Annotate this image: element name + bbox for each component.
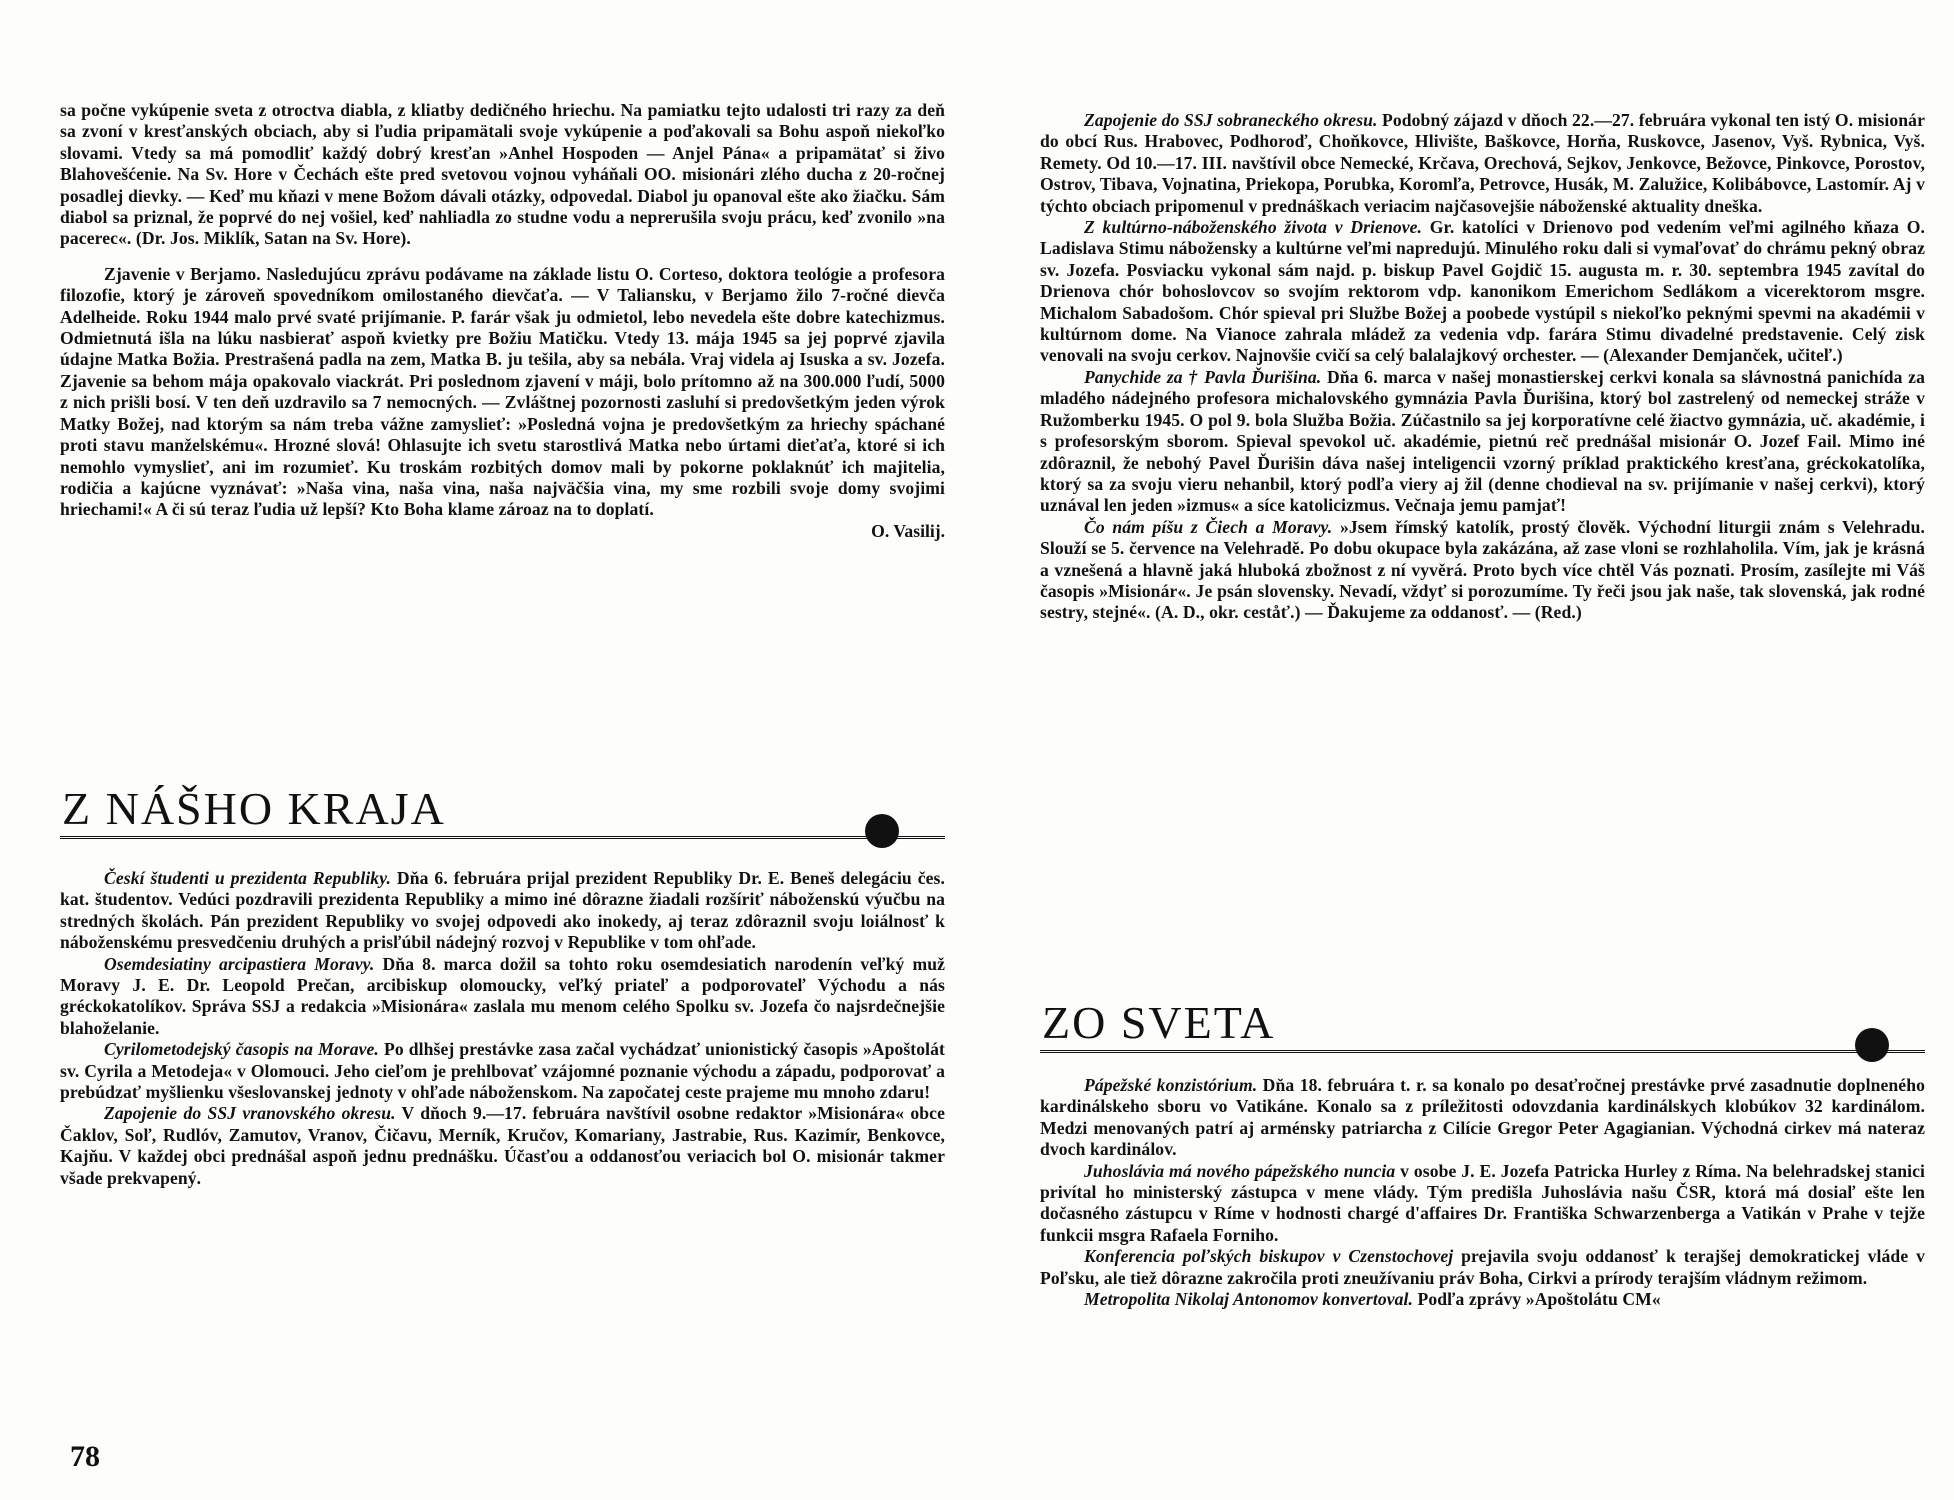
article-body: Podľa zprávy »Apoštolátu CM« <box>1417 1289 1661 1310</box>
article-lead: Zapojenie do SSJ sobraneckého okresu. <box>1084 110 1378 130</box>
article-lead: Osemdesiatiny arcipastiera Moravy. <box>104 953 375 974</box>
article-lead: Zapojenie do SSJ vranovského okresu. <box>104 1103 396 1124</box>
article <box>1040 217 1925 367</box>
article <box>1040 110 1925 217</box>
berjamo-body: Nasledujúcu zprávu podávame na základe listu O. Corteso, doktora teológie a profesora filozofie, ktorý je zároveň spovedníkom omilostaného dievčaťa. — V Taliansku, v Berjamo žilo 7-ročné dievča Adelheide. Roku 1944 malo prvé svaté prijímanie. P. farár však ju odmietol, lebo nevedela ešte dobre katechizmus. Odmietnutá išla na lúku nasbierať aspoň kvietky pre Božiu Matičku. Vtedy 13. mája 1945 sa jej poprvé zjavila údajne Matka Božia. Prestrašená padla na zem, Matka B. ju tešila, aby sa nebála. Vraj videla aj Isuska a sv. Jozefa. Zjavenie sa behom mája opakovalo viackrát. Pri poslednom zjavení v máji, bolo prítomno až na 300.000 ľudí, 5000 z nich prišli bosí. V ten deň uzdravilo sa 7 nemocných. — Zvláštnej pozornosti zasluhí si predovšetkým jeden výrok Matky Božej, nad ktorým sa nám treba vážne zamyslieť: »Posledná vojna je predovšetkým za hriechy spáchané proti stavu manželskému«. Hrozné slová! Ohlasujte ich svetu starostlivá Matka nebo úrtami dieťaťa, ktoré si ich nemohlo vymyslieť, ani im rozumieť. Ku troskám rozbitých domov mali by pokorne poklaknúť ich majitelia, rodičia a kajúcne vyznávať: »Naša vina, naša vina, naša najväčšia vina, my sme rozbili svoje domy svojimi hriechami!« A či sú teraz ľudia už lepší? Kto Boha klame zároaz na to doplatí. <box>60 263 946 520</box>
article-lead: Konferencia poľských biskupov v Czenstochovej <box>1084 1246 1454 1267</box>
article-lead: Českí študenti u prezidenta Republiky. <box>104 868 391 888</box>
article-body: v osobe J. E. Jozefa Patricka Hurley z Ríma. Na belehradskej stanici privítal ho ministerský zástupca v mene vlády. Tým predišla Juhoslávia našu ČSR, ktorá má dosiaľ ešte len dočasného zástupcu v Ríme v hodnosti chargé d'affaires Dr. Františka Schwarzenberga a Vatikán v Prahe v tejže funkcii msgra Rafaela Forniho. <box>1040 1160 1926 1245</box>
article <box>1040 1289 1925 1310</box>
article <box>1040 1075 1925 1161</box>
article <box>1040 517 1925 624</box>
article-body: Podobný zájazd v dňoch 22.—27. februára vykonal ten istý O. misionár do obcí Rus. Hrabovec, Podhoroď, Choňkovce, Hlivište, Baškovce, Horňa, Ruskovce, Jasenov, Vyš. Rybnica, Vyš. Remety. Od 10.—17. III. navštívil obce Nemecké, Krčava, Orechová, Sejkov, Jenkovce, Bežovce, Pinkovce, Porostov, Ostrov, Tibava, Vojnatina, Priekopa, Porubka, Koromľa, Petrovce, Husák, M. Zalužice, Kolibábovce, Lastomír. Aj v týchto obciach pripomenul v prednáškach veriacim najčasovejšie náboženské aktuality dneška. <box>1040 110 1925 216</box>
bullet-dot-icon <box>1855 1028 1889 1062</box>
berjamo-signature-row <box>60 521 945 542</box>
berjamo-article <box>60 264 945 521</box>
berjamo-signature: O. Vasilij. <box>871 520 945 541</box>
article <box>60 1039 945 1103</box>
article <box>1040 1161 1925 1247</box>
bullet-dot-icon <box>865 814 899 848</box>
article-body: V dňoch 9.—17. februára navštívil osobne redaktor »Misionára« obce Čaklov, Soľ, Rudlóv, Zamutov, Vranov, Čičavu, Merník, Kručov, Komariany, Jastrabie, Rus. Kazimír, Benkovce, Kajňu. V každej obci prednášal aspoň jednu prednášku. Účasťou a oddanosťou veriacich bol O. misionár takmer všade prekvapený. <box>60 1103 945 1188</box>
right-page <box>1040 0 1925 1500</box>
article-lead: Pápežské konzistórium. <box>1084 1075 1258 1095</box>
berjamo-lead: Zjavenie v Berjamo. <box>104 263 261 284</box>
left-page <box>60 0 945 1500</box>
article-lead: Metropolita Nikolaj Antonomov konvertoval. <box>1084 1289 1414 1310</box>
left-continuation-column <box>60 100 945 542</box>
article-lead: Juhoslávia má nového pápežského nuncia <box>1084 1160 1396 1181</box>
article-body: Dňa 8. marca dožil sa tohto roku osemdesiatich narodenín veľký muž Moravy J. E. Dr. Leopold Prečan, arcibiskup olomoucky, veľký priateľ a podporovateľ Východu a nás gréckokatolíkov. Správa SSJ a redakcia »Misionára« zaslala mu menom celého Spolku sv. Jozefa čo najsrdečnejšie blahoželanie. <box>60 953 945 1038</box>
intro-paragraph: sa počne vykúpenie sveta z otroctva diabla, z kliatby dedičného hriechu. Na pamiatku tejto udalosti tri razy za deň sa zvoní v kresťanských obciach, aby si ľudia pripamätali svoje vykúpenie a poďakovali sa Bohu aspoň niekoľko slovami. Vtedy sa má pomodliť každý dobrý kresťan »Anhel Hospoden — Anjel Pána« a pripamätať si živo Blahovešćenie. Na Sv. Hore v Čechách ešte pred svetovou vojnou vyháňali OO. misionári zlého ducha z 20-ročnej posadlej dievky. — Keď mu kňazi v mene Božom dávali otázky, odpovedal. Diabol ju opanoval ešte ako žiačku. Sám diabol sa priznal, že poprvé do nej vošiel, keď nahliadla zo studne vodu a neprerušila svoju prácu, keď zvonilo »na pacerec«. (Dr. Jos. Miklík, Satan na Sv. Hore). <box>60 100 945 249</box>
article <box>1040 367 1925 517</box>
article <box>60 954 945 1040</box>
z-nasho-kraja-articles <box>60 868 945 1189</box>
article-lead: Panychide za † Pavla Ďurišina. <box>1084 366 1322 387</box>
section-header-z-nasho-kraja <box>60 778 945 839</box>
article-body: »Jsem římský katolík, prostý člověk. Východní liturgii znám s Velehradu. Slouží se 5. července na Velehradě. Po dobu okupace byla zakázána, až zase vloni se rozhlaholila. Vím, jak je krásná a vznešená a hlavně jaká hluboká zbožnost z ní vyvěrá. Proto bych více chtěl Vás poznati. Prosím, zasílejte mi Váš časopis »Misionár«. Je psán slovensky. Nevadí, vždyť si porozumíme. Ty řeči jsou jak naše, tak slovenská, jak rodné sestry, stejné«. (A. D., okr. ceståť.) — Ďakujeme za oddanosť. — (Red.) <box>1040 516 1925 623</box>
section-title: ZO SVETA <box>1042 997 1276 1048</box>
article <box>60 1103 945 1189</box>
section-header-zo-sveta <box>1040 992 1925 1053</box>
page-number: 78 <box>70 1440 100 1473</box>
article-body: Gr. katolíci v Drienovo pod vedením veľmi agilného kňaza O. Ladislava Stimu nábožensky a kultúrne veľmi napredujú. Minulého roku dali si vymaľovať do chrámu pekný obraz sv. Jozefa. Posviacku vykonal sám najd. p. biskup Pavel Gojdič 15. augusta m. r. 30. septembra 1945 zavítal do Drienova chór bohoslovcov so svojím rektorom vdp. kanonikom Emerichom Sedlákom a vicerektorom msgre. Michalom Sabadošom. Chór spieval pri Službe Božej a poobede vystúpil s niekoľko peknými spevmi na akadémii v kultúrnom dome. Na Vianoce zahrala mládež za vedenia vdp. farára Stimu divadelné predstavenie. Celý zisk venovali na svoju cerkov. Najnovšie cvičí sa celý balalajkový orchester. — (Alexander Demjanček, učiteľ.) <box>1040 217 1925 366</box>
article-body: Po dlhšej prestávke zasa začal vychádzať unionistický časopis »Apoštolát sv. Cyrila a Metodeja« v Olomouci. Jeho cieľom je prehlbovať vzájomné poznanie východu a západu, podporovať a prebúdzať myšlienku všeslovanskej jednoty v ohľade náboženskom. Na započatej ceste prajeme mu mnoho zdaru! <box>60 1039 946 1103</box>
article-body: Dňa 6. februára prijal prezident Republiky Dr. E. Beneš delegáciu čes. kat. študentov. Vedúci pozdravili prezidenta Republiky a mimo iné dôrazne žiadali rozšíriť náboženskú výučbu na stredných školách. Pán prezident Republiky vo svojej odpovedi ako inokedy, aj teraz zdôraznil svoju loiálnosť k náboženskému presvedčeniu druhých a prisľúbil nádejný rozvoj v Republike v tom ohľade. <box>60 868 945 953</box>
section-title: Z NÁŠHO KRAJA <box>62 783 446 834</box>
article-body: prejavila svoju oddanosť k terajšej demokratickej vláde v Poľsku, ale tiež dôrazne zakročila proti zneužívaniu práv Boha, Cirkvi a prírody terajším vládnym režimom. <box>1040 1246 1925 1288</box>
article <box>1040 1246 1925 1289</box>
article-body: Dňa 6. marca v našej monastierskej cerkvi konala sa slávnostná panichída za mladého nádejného profesora michalovského gymnázia Pavla Ďurišina, ktorý bol zastrelený od nemeckej stráže v Ružomberku 1945. O pol 9. bola Služba Božia. Zúčastnilo sa jej korporatívne celé žiactvo gymnázia, uč. akadémie, i s profesorským sborom. Spieval spevokol uč. akadémie, pietnú reč prednášal misionár O. Jozef Fail. Mimo iné zdôraznil, že nebohý Pavel Ďurišin dáva našej inteligencii vzorný príklad praktického kresťana, gréckokatolíka, ktorý sa za svoju vieru nehanbil, ktorý podľa viery aj žil (denne chodieval na sv. prijímanie v našej cerkvi), ktorý uznával len jeden »izmus« a síce katolicizmus. Večnaja jemu pamjať! <box>1040 366 1925 516</box>
article-body: Dňa 18. februára t. r. sa konalo po desaťročnej prestávke prvé zasadnutie doplneného kardinálskeho sboru vo Vatikáne. Konalo sa z príležitosti odovzdania kardinálskych klobúkov 32 kardinálom. Medzi menovaných patrí aj arménsky patriarcha z Cilície Gregor Peter Agagianian. Východná cirkev má nateraz dvoch kardinálov. <box>1040 1075 1926 1160</box>
article-lead: Z kultúrno-náboženského života v Drienove. <box>1084 217 1423 238</box>
article-lead: Cyrilometodejský časopis na Morave. <box>104 1039 379 1060</box>
zo-sveta-articles <box>1040 1075 1925 1310</box>
article-lead: Čo nám píšu z Čiech a Moravy. <box>1084 516 1333 537</box>
right-news-column <box>1040 110 1925 624</box>
article <box>60 868 945 954</box>
